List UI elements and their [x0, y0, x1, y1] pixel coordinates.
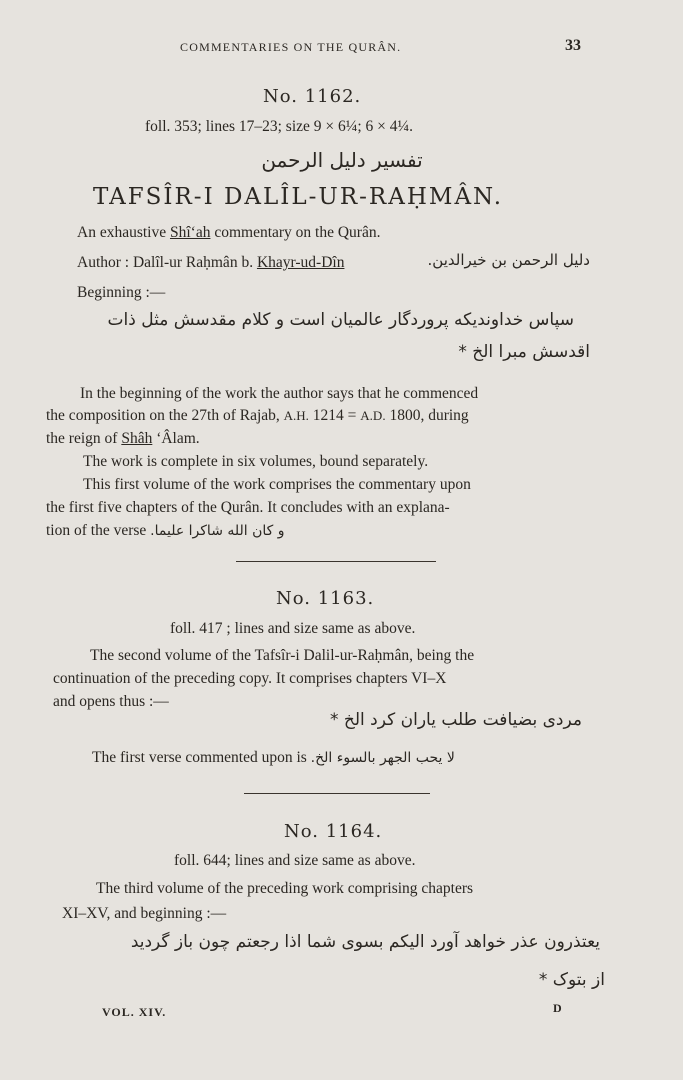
era-ad: A.D.	[360, 408, 386, 423]
entry-1164-para1-line2: XI–XV, and beginning :—	[62, 905, 227, 922]
desc-shiah: Shî‘ah	[169, 224, 211, 241]
entry-1163-opening-arabic: مردی بضیافت طلب یاران کرد الخ *	[330, 710, 582, 730]
signature-mark: D	[553, 1001, 562, 1015]
entry-1163-first-verse	[92, 749, 455, 767]
page-number: 33	[565, 37, 581, 54]
desc-suffix: commentary on the Qurân.	[210, 224, 381, 241]
entry-1162-para2: The work is complete in six volumes, bound separately.	[83, 453, 429, 470]
entry-1164-para1-line1: The third volume of the preceding work comprising chapters	[96, 880, 474, 897]
entry-1162-arabic-title: تفسیر دلیل الرحمن	[261, 148, 423, 172]
para1-line3-prefix: the reign of	[46, 430, 122, 447]
entry-1162-para1-line2	[46, 407, 469, 425]
entry-1162-beginning-line2: اقدسش مبرا الخ *	[458, 342, 590, 362]
para1-line3-suffix: ‘Âlam.	[152, 430, 200, 447]
first-verse-prefix: The first verse commented upon is	[92, 749, 311, 766]
para1-mid: 1214 =	[308, 407, 361, 424]
para1-prefix: the composition on the 27th of Rajab,	[46, 407, 284, 424]
entry-1163-details: foll. 417 ; lines and size same as above.	[170, 620, 416, 637]
entry-1162-beginning-label: Beginning :—	[77, 284, 166, 301]
entry-1162-details: foll. 353; lines 17–23; size 9 × 6¼; 6 × 4¼.	[145, 118, 414, 135]
entry-1162-description	[77, 224, 380, 242]
author-khayr: Khayr-ud-Dîn	[256, 254, 345, 271]
author-prefix: Author : Dalîl-ur Raḥmân b.	[77, 254, 257, 271]
entry-1162-author	[77, 254, 344, 272]
entry-1163-para1-line1: The second volume of the Tafsîr-i Dalil-ur-Raḥmân, being the	[90, 647, 475, 664]
entry-1163-number: No. 1163.	[276, 588, 375, 609]
para3-prefix: tion of the verse	[46, 522, 151, 539]
entry-1164-number: No. 1164.	[284, 821, 383, 842]
entry-1162-para3-line3	[46, 522, 285, 540]
era-ah: A.H.	[283, 408, 309, 423]
running-title: COMMENTARIES ON THE QURÂN.	[180, 40, 402, 54]
entry-1162-para3-line1: This first volume of the work comprises the commentary upon	[83, 476, 471, 493]
para3-arabic: و کان الله شاکرا علیما.	[150, 523, 285, 539]
entry-1163-para1-line3: and opens thus :—	[53, 693, 169, 710]
volume-signature: VOL. XIV.	[102, 1005, 167, 1019]
entry-1162-author-arabic: دلیل الرحمن بن خیرالدین.	[427, 251, 590, 269]
desc-prefix: An exhaustive	[77, 224, 170, 241]
entry-1163-para1-line2: continuation of the preceding copy. It comprises chapters VI–X	[53, 670, 447, 687]
entry-1164-beginning-line1: یعتذرون عذر خواهد آورد الیکم بسوی شما اذا رجعتم چون باز گردید	[130, 932, 600, 952]
entry-1162-para1-line3	[46, 430, 200, 448]
shah: Shâh	[121, 430, 153, 447]
entry-1162-para1-line1: In the beginning of the work the author says that he commenced	[80, 385, 479, 402]
entry-1162-beginning-line1: سپاس خداوندیکه پروردگار عالمیان است و کلام مقدسش مثل ذات	[107, 310, 574, 330]
divider	[236, 561, 436, 562]
entry-1164-details: foll. 644; lines and size same as above.	[174, 852, 416, 869]
divider	[244, 793, 430, 794]
entry-1162-title: TAFSÎR-I DALÎL-UR-RAḤMÂN.	[93, 184, 504, 210]
first-verse-arabic: لا یحب الجهر بالسوء الخ.	[310, 750, 455, 766]
entry-1162-para3-line2: the first five chapters of the Qurân. It concludes with an explana-	[46, 499, 450, 516]
para1-suffix: 1800, during	[385, 407, 469, 424]
entry-1164-beginning-line2: از بتوک *	[538, 970, 605, 990]
entry-1162-number: No. 1162.	[263, 86, 362, 107]
